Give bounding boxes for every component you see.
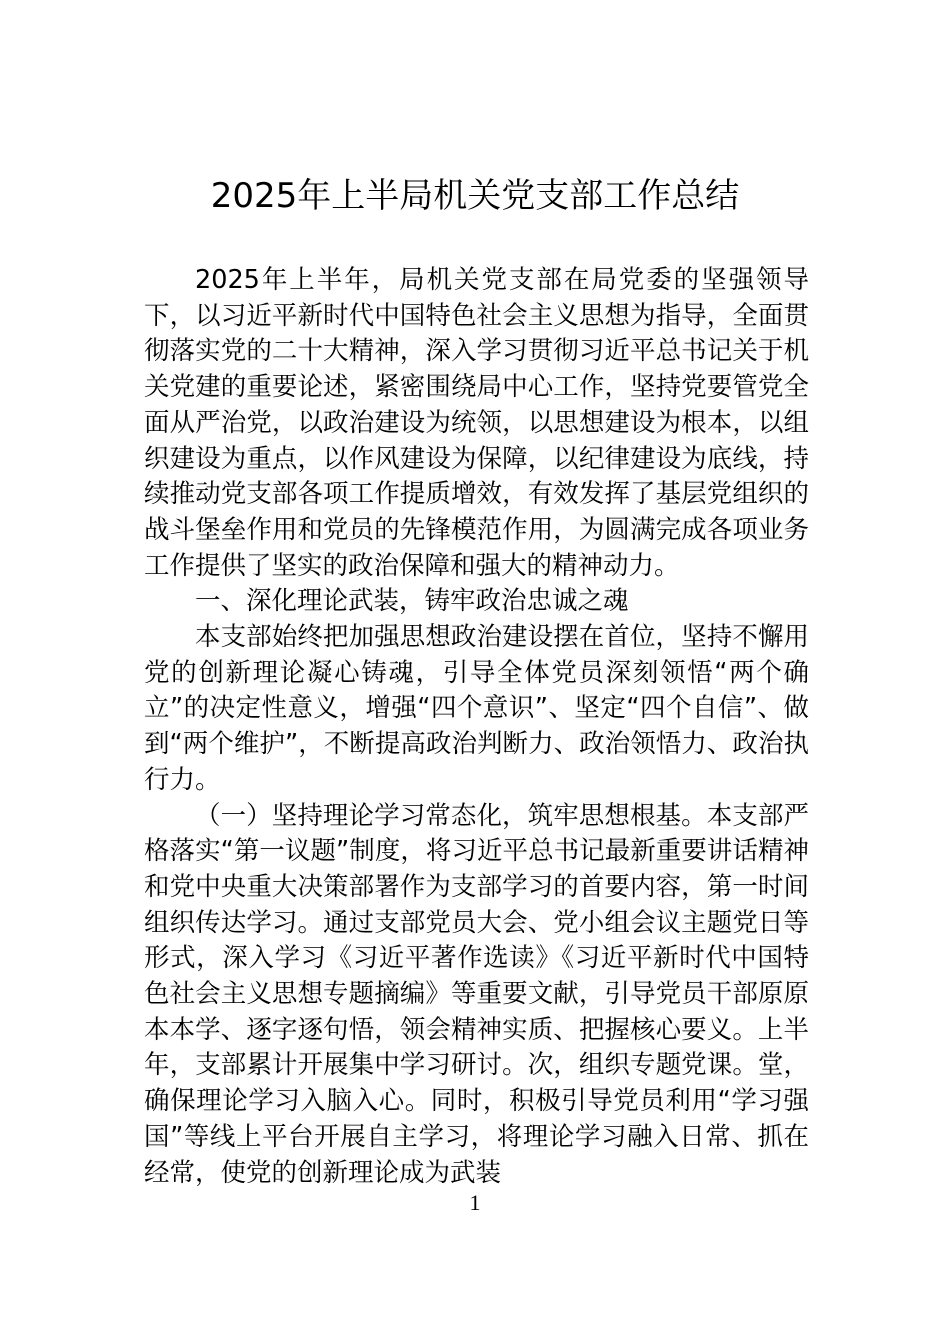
document-body xyxy=(144,263,809,1191)
subsection-paragraph: （一）坚持理论学习常态化，筑牢思想根基。本支部严格落实“第一议题”制度，将习近平总书记最新重要讲话精神和党中央重大决策部署作为支部学习的首要内容，第一时间组织传达学习。通过支部党员大会、党小组会议主题党日等形式，深入学习《习近平著作选读》《习近平新时代中国特色社会主义思想专题摘编》等重要文献，引导党员干部原原本本学、逐字逐句悟，领会精神实质、把握核心要义。上半年，支部累计开展集中学习研讨。次，组织专题党课。堂，确保理论学习入脑入心。同时，积极引导党员利用“学习强国”等线上平台开展自主学习，将理论学习融入日常、抓在经常，使党的创新理论成为武装 xyxy=(144,800,809,1188)
intro-paragraph: 2025年上半年，局机关党支部在局党委的坚强领导下，以习近平新时代中国特色社会主义思想为指导，全面贯彻落实党的二十大精神，深入学习贯彻习近平总书记关于机关党建的重要论述，紧密围绕局中心工作，坚持党要管党全面从严治党，以政治建设为统领，以思想建设为根本，以组织建设为重点，以作风建设为保障，以纪律建设为底线，持续推动党支部各项工作提质增效，有效发挥了基层党组织的战斗堡垒作用和党员的先锋模范作用，为圆满完成各项业务工作提供了坚实的政治保障和强大的精神动力。 xyxy=(144,265,809,581)
document-title: 2025年上半局机关党支部工作总结 xyxy=(210,176,740,216)
page-number: 1 xyxy=(469,1190,481,1215)
section-heading: 一、深化理论武装，铸牢政治忠诚之魂 xyxy=(195,586,629,617)
section-paragraph: 本支部始终把加强思想政治建设摆在首位，坚持不懈用党的创新理论凝心铸魂，引导全体党员深刻领悟“两个确立”的决定性意义，增强“四个意识”、坚定“四个自信”、做到“两个维护”，不断提高政治判断力、政治领悟力、政治执行力。 xyxy=(144,622,809,795)
